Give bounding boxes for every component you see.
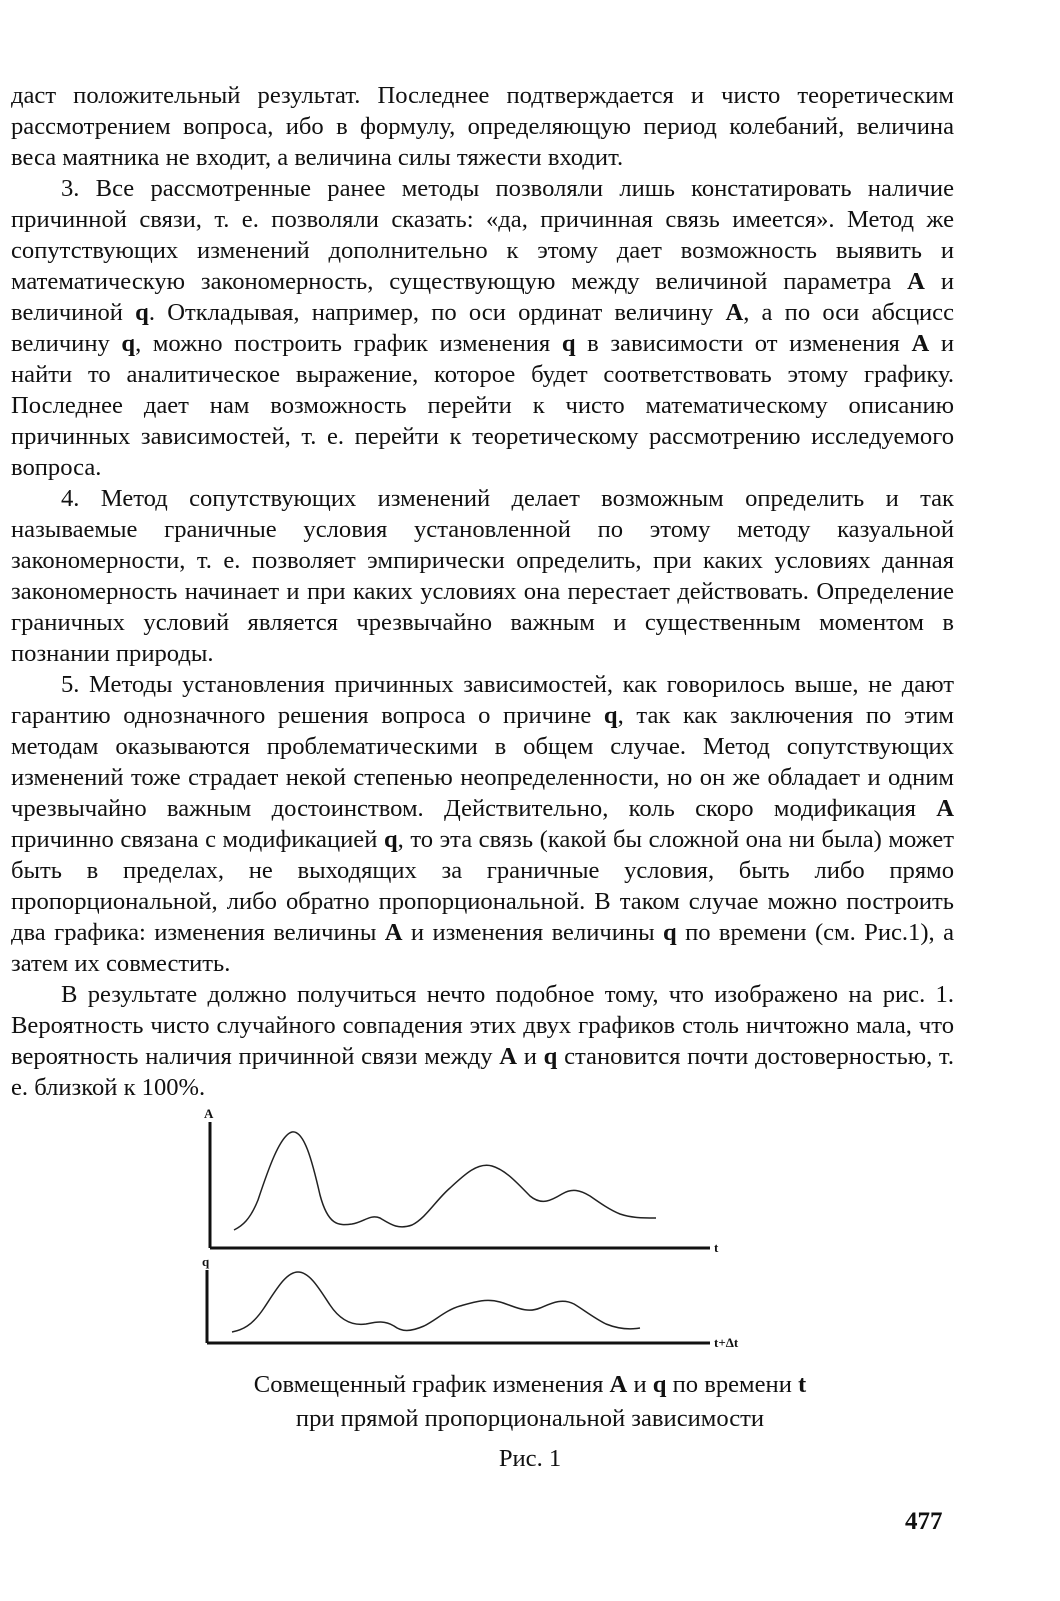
figure-number: Рис. 1 [498,1445,562,1472]
caption-line-2: при прямой пропорциональной зависимости [295,1405,765,1432]
body-text [11,80,954,1103]
top-time-label: t [714,1240,719,1255]
top-curve [234,1132,656,1230]
figure-svg [180,1100,820,1360]
paragraph-4: 4. Метод сопутствующих изменений делает возможным определить и так называемые граничные условия установленной по этому методу казуальной закономерности, т. е. позволяет эмпирически определить, при каких условиях данная закономерность начинает и при каких условиях она перестает действовать. Определение граничных условий является чрезвычайно важным и существенным моментом в познании природы. [11,485,954,667]
bottom-axis-label: q [202,1254,210,1269]
paragraph-3: 3. Все рассмотренные ранее методы позволяли лишь констатировать наличие причинной связи, т. е. позволяли сказать: «да, причинная связь имеется». Метод же сопутствующих изменений дополнительно к этому дает возможность выявить и математическую закономерность, существующую между величиной параметра A и величиной q. Откладывая, например, по оси ординат величину A, а по оси абсцисс величину q, можно построить график изменения q в зависимости от изменения A и найти то аналитическое выражение, которое будет соответствовать этому графику. Последнее дает нам возможность перейти к чисто математическому описанию причинных зависимостей, т. е. перейти к теоретическому рассмотрению исследуемого вопроса. [11,175,955,481]
paragraph-result: В результате должно получиться нечто подобное тому, что изображено на рис. 1. Вероятность чисто случайного совпадения этих двух графиков столь ничтожно мала, что вероятность наличия причинной связи между A и q становится почти достоверностью, т. е. близкой к 100%. [11,981,954,1101]
bottom-curve [232,1272,640,1332]
page-number: 477 [905,1508,943,1535]
paragraph-5: 5. Методы установления причинных зависимостей, как говорилось выше, не дают гарантию однозначного решения вопроса о причине q, так как заключения по этим методам оказываются проблематическими в общем случае. Метод сопутствующих изменений тоже страдает некой степенью неопределенности, но он же обладает и одним чрезвычайно важным достоинством. Действительно, коль скоро модификация A причинно связана с модификацией q, то эта связь (какой бы сложной она ни была) может быть в пределах, не выходящих за граничные условия, быть либо прямо пропорциональной, либо обратно пропорциональной. В таком случае можно построить два графика: изменения величины A и изменения величины q по времени (см. Рис.1), а затем их совместить. [11,671,955,977]
figure-caption [0,1368,1060,1436]
figure-combined-graph [180,1100,820,1360]
bottom-time-label: t+Δt [714,1335,739,1350]
caption-line-1: Совмещенный график изменения A и q по времени t [253,1371,807,1398]
paragraph-continuation: даст положительный результат. Последнее подтверждается и чисто теоретическим рассмотрением вопроса, ибо в формулу, определяющую период колебаний, величина веса маятника не входит, а величина силы тяжести входит. [11,82,954,171]
top-axis-label: A [204,1106,214,1121]
